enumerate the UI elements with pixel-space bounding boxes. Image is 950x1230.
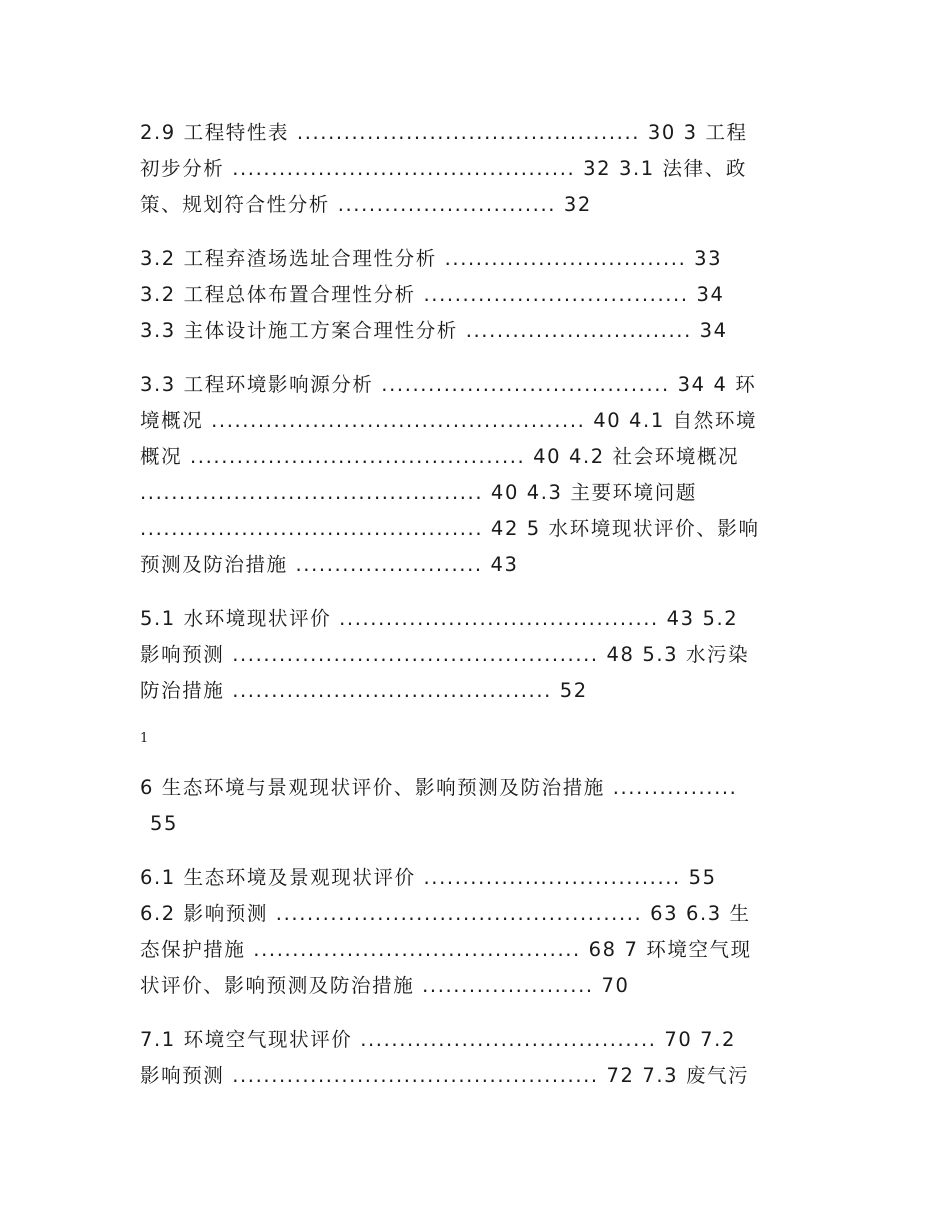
toc-line: 初步分析 ............................................ 32 3.1 法律、政 xyxy=(140,157,747,180)
toc-line: 概况 ........................................... 40 4.2 社会环境概况 xyxy=(140,445,740,468)
toc-line: 6.1 生态环境及景观现状评价 ................................. 55 xyxy=(140,866,717,889)
toc-line: 3.3 主体设计施工方案合理性分析 ............................. 34 xyxy=(140,319,728,342)
toc-line: 境概况 ................................................ 40 4.1 自然环境 xyxy=(140,409,758,432)
toc-line: 5.1 水环境现状评价 ......................................... 43 5.2 xyxy=(140,607,739,630)
toc-line: 6.2 影响预测 ............................................... 63 6.3 生 xyxy=(140,902,751,925)
toc-line: 3.2 工程总体布置合理性分析 .................................. 34 xyxy=(140,283,725,306)
toc-line: 影响预测 ............................................... 72 7.3 废气污 xyxy=(140,1064,750,1087)
toc-line: ............................................ 40 4.3 主要环境问题 xyxy=(140,481,697,504)
toc-line: 防治措施 ......................................... 52 xyxy=(140,679,588,702)
toc-line: 策、规划符合性分析 ............................ 32 xyxy=(140,193,592,216)
toc-line: 3.3 工程环境影响源分析 ..................................... 34 4 环 xyxy=(140,373,757,396)
toc-line: 7.1 环境空气现状评价 ...................................... 70 7.2 xyxy=(140,1028,736,1051)
toc-line: 预测及防治措施 ........................ 43 xyxy=(140,553,519,576)
toc-line: 3.2 工程弃渣场选址合理性分析 ............................... 33 xyxy=(140,247,723,270)
toc-line: 态保护措施 .......................................... 68 7 环境空气现 xyxy=(140,938,752,961)
toc-line: 2.9 工程特性表 ............................................ 30 3 工程 xyxy=(140,121,748,144)
page-number: 1 xyxy=(140,731,149,746)
toc-line: 6 生态环境与景观现状评价、影响预测及防治措施 ................ xyxy=(140,776,738,799)
toc-line: ............................................ 42 5 水环境现状评价、影响 xyxy=(140,517,760,540)
toc-line: 55 xyxy=(150,812,179,835)
toc-line: 状评价、影响预测及防治措施 ...................... 70 xyxy=(140,974,630,997)
toc-line: 影响预测 ............................................... 48 5.3 水污染 xyxy=(140,643,750,666)
